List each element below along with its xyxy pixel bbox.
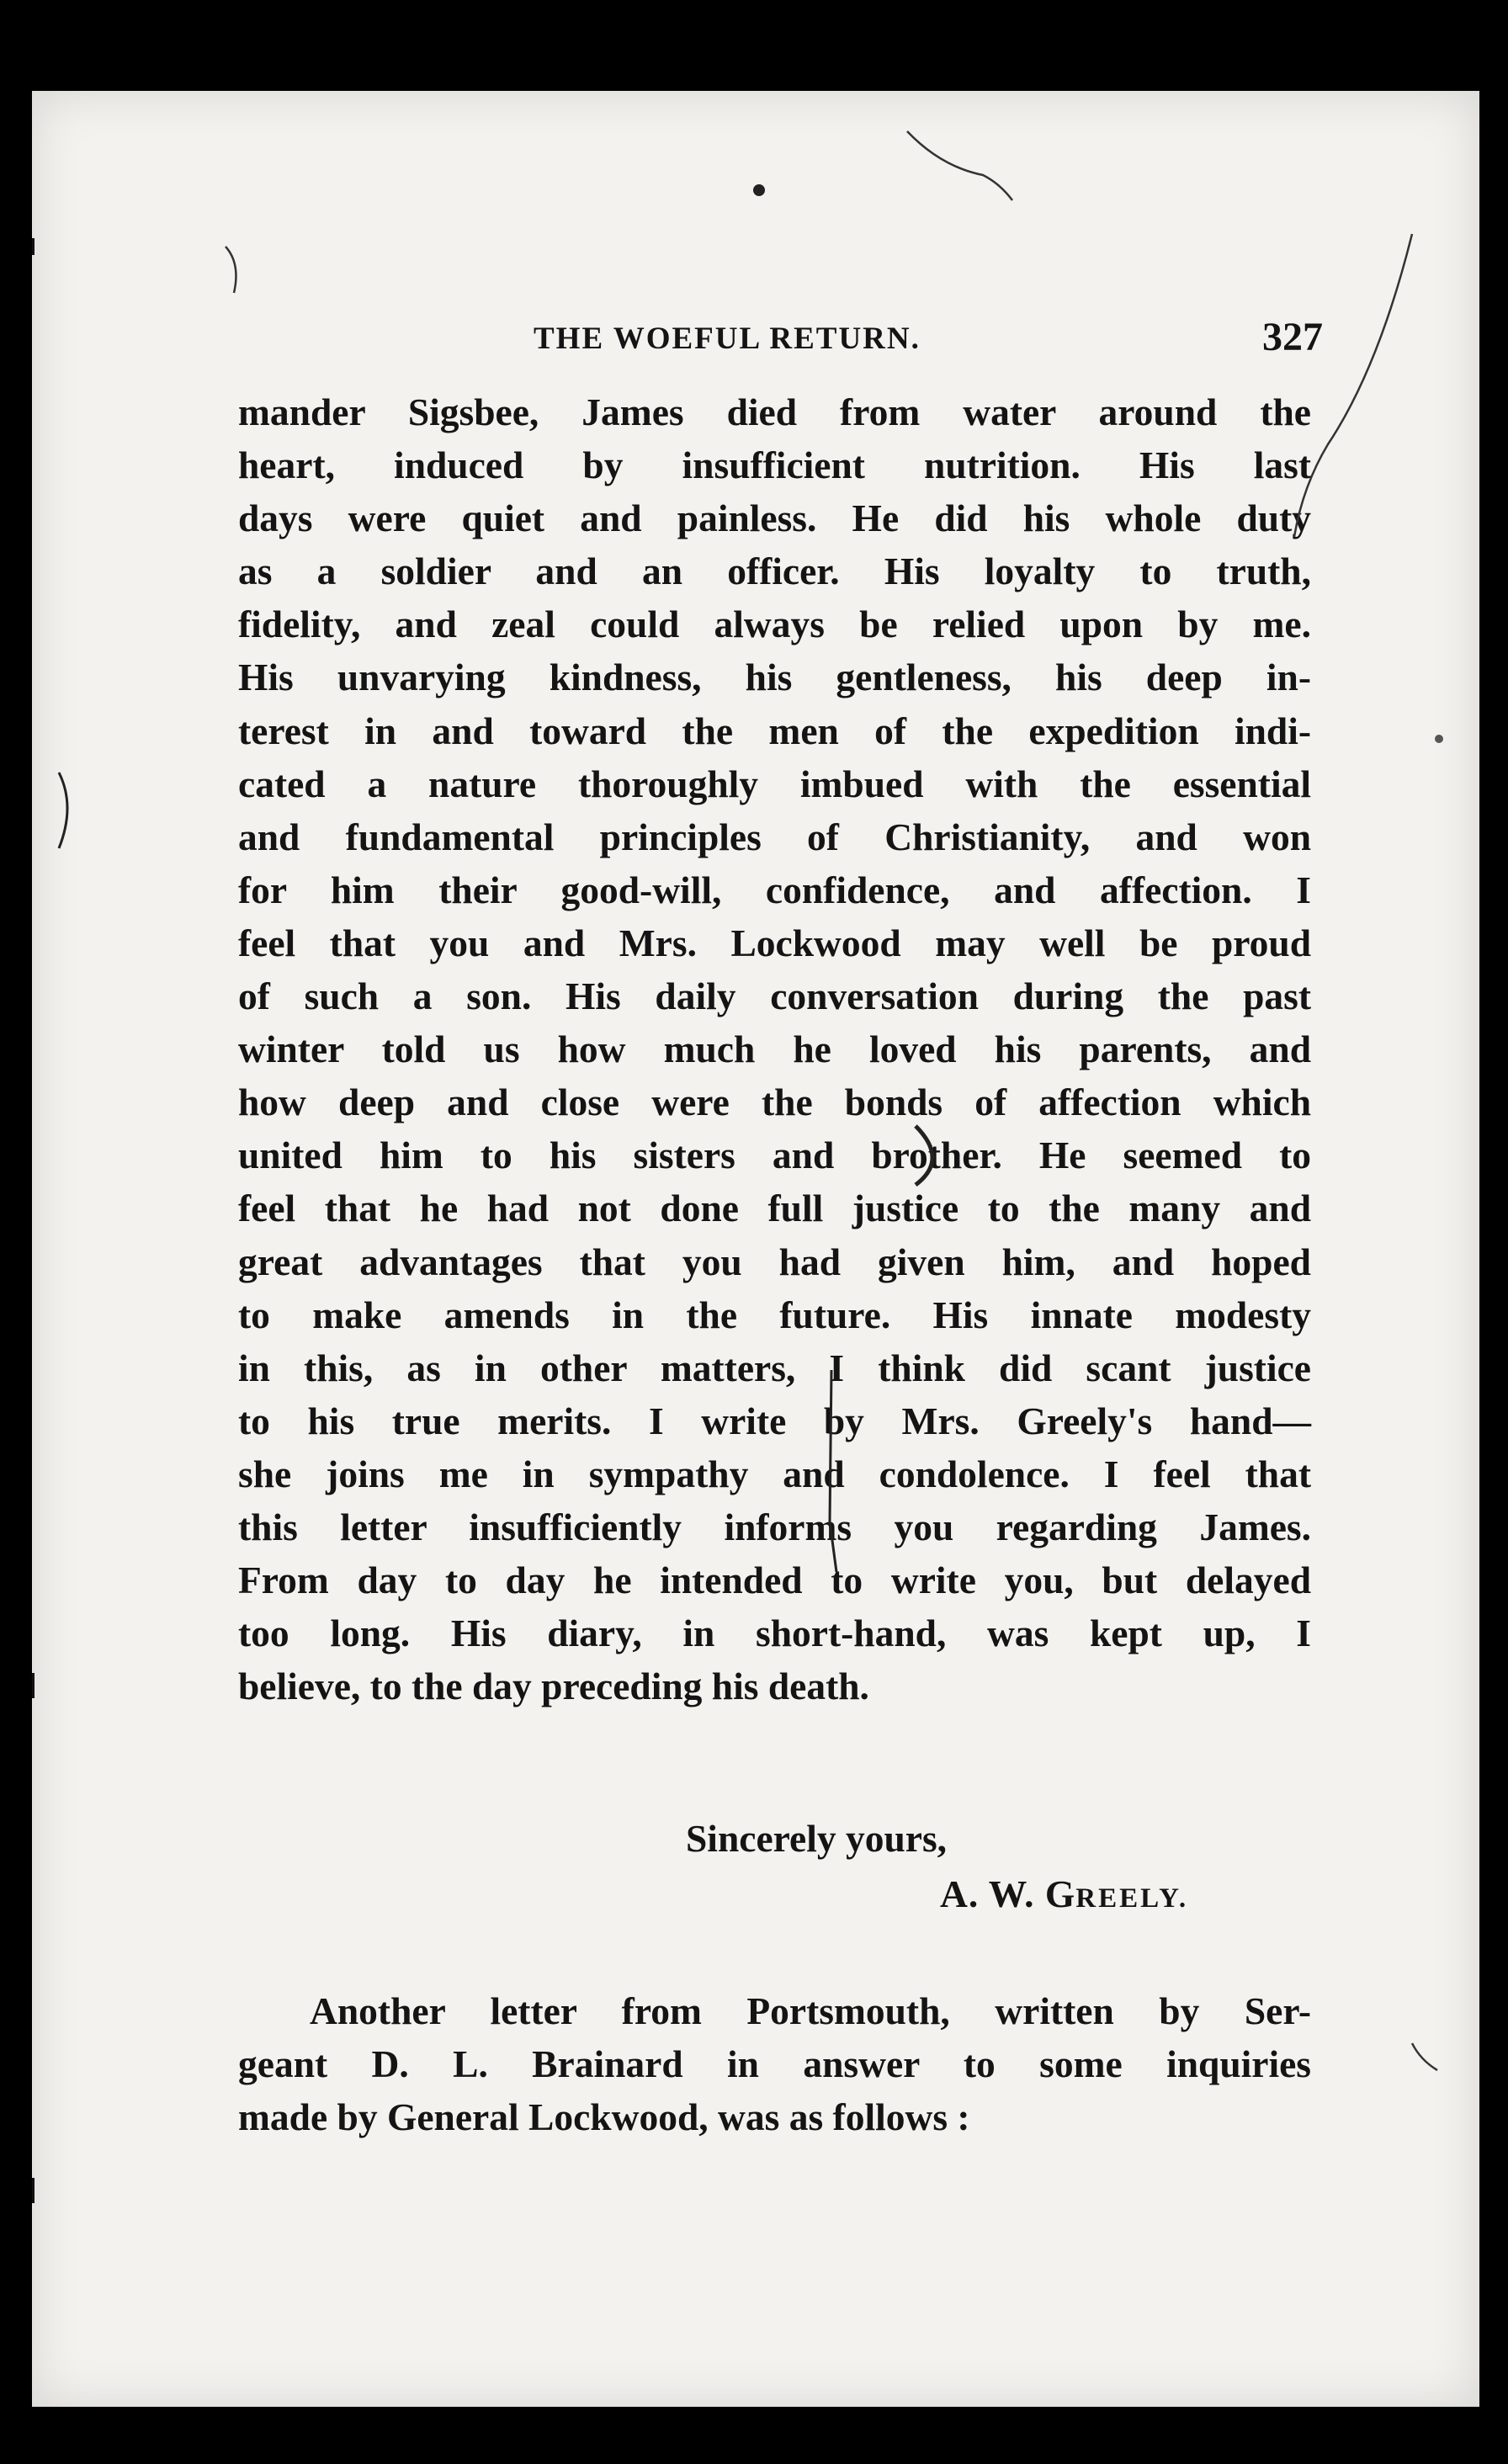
next-paragraph xyxy=(238,1984,1311,2143)
pencil-stroke-top xyxy=(907,131,1012,200)
text-line: this letter insufficiently informs you regarding James. xyxy=(238,1505,1311,1548)
running-title: THE WOEFUL RETURN. xyxy=(534,321,921,356)
text-line: feel that he had not done full justice to the many and xyxy=(238,1187,1311,1230)
letter-closing: Sincerely yours, xyxy=(686,1817,948,1860)
letter-body xyxy=(238,385,1311,1713)
text-line: made by General Lockwood, was as follows : xyxy=(238,2095,970,2138)
text-line: too long. His diary, in short-hand, was kept up, I xyxy=(238,1612,1311,1655)
text-line: winter told us how much he loved his parents, and xyxy=(238,1028,1311,1071)
text-line: Another letter from Portsmouth, written by Ser- xyxy=(310,1989,1311,2032)
signature-surname-smallcaps: REELY. xyxy=(1075,1883,1189,1914)
text-line: in this, as in other matters, I think did scant justice xyxy=(238,1346,1311,1389)
letter-signature xyxy=(940,1872,1188,1916)
text-line: From day to day he intended to write you, but delayed xyxy=(238,1559,1311,1602)
text-line: heart, induced by insufficient nutrition. His last xyxy=(238,443,1311,487)
text-line: His unvarying kindness, his gentleness, his deep in- xyxy=(238,656,1311,699)
text-line: of such a son. His daily conversation during the past xyxy=(238,974,1311,1018)
text-line: feel that you and Mrs. Lockwood may well be proud xyxy=(238,921,1311,964)
text-line: days were quiet and painless. He did his whole duty xyxy=(238,497,1311,540)
text-line: fidelity, and zeal could always be relied upon by me. xyxy=(238,603,1311,646)
pencil-stroke-left-paren xyxy=(226,247,236,293)
pencil-stroke-bottom-right xyxy=(1412,2043,1437,2070)
text-line: terest in and toward the men of the expedition indi- xyxy=(238,709,1311,752)
text-line: geant D. L. Brainard in answer to some inquiries xyxy=(238,2042,1311,2085)
page-number: 327 xyxy=(1262,315,1323,359)
pencil-stroke-mid-left xyxy=(59,773,67,848)
text-line: believe, to the day preceding his death. xyxy=(238,1665,869,1708)
text-line: as a soldier and an officer. His loyalty to truth, xyxy=(238,550,1311,593)
running-head xyxy=(534,314,1343,364)
text-line: to make amends in the future. His innate modesty xyxy=(238,1293,1311,1336)
text-line: she joins me in sympathy and condolence. I feel that xyxy=(238,1452,1311,1495)
text-line: to his true merits. I write by Mrs. Greely's hand— xyxy=(238,1399,1311,1442)
book-page xyxy=(32,91,1479,2407)
page-content xyxy=(32,91,1479,2407)
text-line: mander Sigsbee, James died from water around the xyxy=(238,390,1311,433)
text-line: for him their good-will, confidence, and affection. I xyxy=(238,868,1311,911)
text-line: cated a nature thoroughly imbued with the essential xyxy=(238,762,1311,805)
ink-speck-right xyxy=(1435,735,1443,743)
text-line: great advantages that you had given him, and hoped xyxy=(238,1240,1311,1283)
pencil-stroke-right-margin xyxy=(1294,234,1412,537)
text-line: and fundamental principles of Christianity, and won xyxy=(238,815,1311,858)
text-line: united him to his sisters and brother. He seemed to xyxy=(238,1134,1311,1177)
text-line: how deep and close were the bonds of affection which xyxy=(238,1081,1311,1124)
signature-initials: A. W. G xyxy=(940,1872,1076,1915)
ink-speck-top xyxy=(753,184,765,196)
